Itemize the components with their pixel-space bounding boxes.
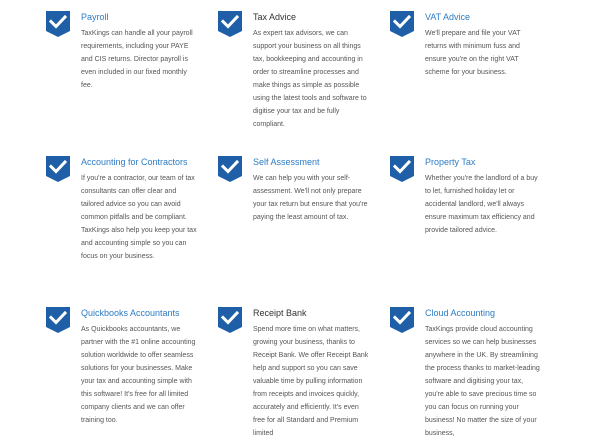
service-title[interactable]: Accounting for Contractors <box>81 157 188 167</box>
service-title: Receipt Bank <box>253 308 307 318</box>
checkmark-badge-icon <box>218 307 242 333</box>
service-title[interactable]: VAT Advice <box>425 12 471 22</box>
service-description: Spend more time on what matters, growing your business, thanks to Receipt Bank. We offer Receipt Bank help and support so you can save valuable time by pulling information from receipts and invoices quickly, accurately and efficiently. It's even free for all Standard and Premium limited <box>253 325 369 437</box>
service-title[interactable]: Self Assessment <box>253 157 320 167</box>
service-description: As Quickbooks accountants, we partner with the #1 online accounting solution worldwide to offer seamless solutions for your businesses. Make your tax and accounting simple with this software! It's free for all limited company clients and we can offer training too. <box>81 325 196 424</box>
service-description: If you're a contractor, our team of tax consultants can offer clear and tailored advice so you can avoid common pitfalls and be compliant. TaxKings also help you keep your tax and accounting simple so you can focus on your business. <box>81 174 197 260</box>
service-description: We can help you with your self-assessment. We'll not only prepare your tax return but ensure that you're paying the least amount of tax. <box>253 174 368 221</box>
service-description: Whether you're the landlord of a buy to let, furnished holiday let or accidental landlord, we'll always ensure maximum tax efficiency and provide tailored advice. <box>425 174 538 234</box>
service-description: TaxKings provide cloud accounting services so we can help businesses anywhere in the UK. By streamlining the process thanks to market-leading software and digitising your tax, you're able to save precious time so you can focus on running your business! No matter the size of your business, <box>425 325 540 437</box>
checkmark-badge-icon <box>218 156 242 182</box>
checkmark-badge-icon <box>218 11 242 37</box>
checkmark-badge-icon <box>390 11 414 37</box>
checkmark-badge-icon <box>46 11 70 37</box>
checkmark-badge-icon <box>46 307 70 333</box>
service-title[interactable]: Property Tax <box>425 157 476 167</box>
service-title[interactable]: Cloud Accounting <box>425 308 496 318</box>
service-description: We'll prepare and file your VAT returns with minimum fuss and ensure you're on the right VAT scheme for your business. <box>425 29 521 76</box>
service-title: Tax Advice <box>253 12 297 22</box>
service-title[interactable]: Quickbooks Accountants <box>81 308 180 318</box>
checkmark-badge-icon <box>390 307 414 333</box>
service-title[interactable]: Payroll <box>81 12 109 22</box>
checkmark-badge-icon <box>390 156 414 182</box>
checkmark-badge-icon <box>46 156 70 182</box>
service-description: TaxKings can handle all your payroll requirements, including your PAYE and CIS returns. Director payroll is even included in our fixed monthly fee. <box>81 29 193 89</box>
service-description: As expert tax advisors, we can support your business on all things tax, bookkeeping and accounting in order to streamline processes and make things as simple as possible using the latest tools and software to digitise your tax and be fully compliant. <box>253 29 367 128</box>
